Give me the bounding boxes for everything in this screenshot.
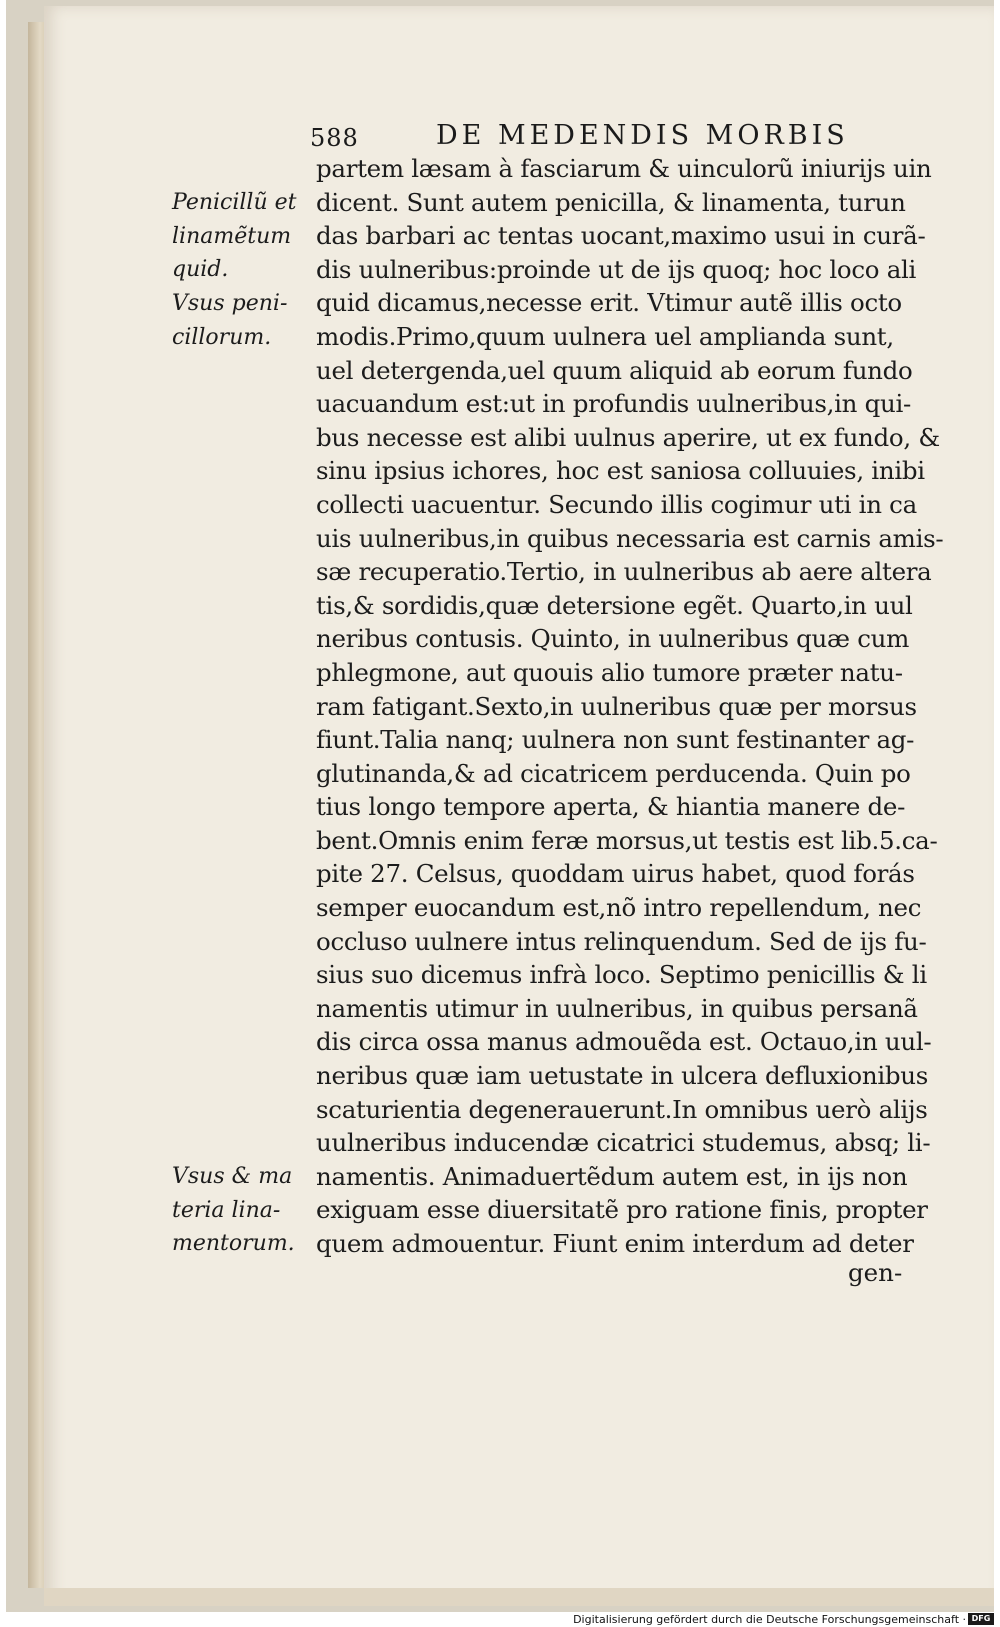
page-number: 588 [310, 124, 359, 152]
text-line: neribus quæ iam uetustate in ulcera defluxionibus [316, 1061, 929, 1091]
text-line: dis uulneribus:proinde ut de ijs quoq; hoc loco ali [316, 254, 917, 284]
text-line: bus necesse est alibi uulnus aperire, ut ex fundo, & [316, 422, 940, 452]
text-line: collecti uacuentur. Secundo illis cogimur uti in ca [316, 489, 917, 519]
text-line: uis uulneribus,in quibus necessaria est carnis amis- [316, 523, 944, 553]
footer-credit: Digitalisierung gefördert durch die Deutsche Forschungsgemeinschaft · [573, 1613, 966, 1626]
text-line: partem læsam à fasciarum & uinculorũ iniurijs uin [316, 154, 932, 183]
text-line: namentis. Animaduertẽdum autem est, in ijs non [316, 1161, 908, 1191]
text-line: dis circa ossa manus admouẽda est. Octauo,in uul- [316, 1027, 932, 1057]
text-line: glutinanda,& ad cicatricem perducenda. Quin po [316, 758, 911, 788]
book-page [44, 6, 994, 1606]
catchword: gen- [848, 1258, 903, 1287]
text-line: sæ recuperatio.Tertio, in uulneribus ab aere altera [316, 557, 932, 587]
margin-note-line: Penicillũ et [172, 190, 297, 215]
margin-note-line: Vsus & ma [172, 1164, 293, 1189]
text-line: fiunt.Talia nanq; uulnera non sunt festinanter ag- [316, 725, 915, 755]
text-line: tis,& sordidis,quæ detersione egẽt. Quarto,in uul [316, 590, 913, 620]
margin-note-line: cillorum. [172, 324, 272, 350]
text-line: sinu ipsius ichores, hoc est saniosa colluuies, inibi [316, 456, 925, 486]
text-line: phlegmone, aut quouis alio tumore præter natu- [316, 657, 903, 687]
text-line: tius longo tempore aperta, & hiantia manere de- [316, 792, 906, 822]
text-line: scaturientia degenerauerunt.In omnibus uerò alijs [316, 1094, 928, 1124]
margin-note-usus-linamentorum [172, 1160, 322, 1261]
margin-note-line: teria lina- [172, 1197, 281, 1223]
margin-note-line: linamẽtum [172, 223, 292, 249]
body-text [316, 152, 956, 1261]
text-line: dicent. Sunt autem penicilla, & linamenta, turun [316, 187, 906, 217]
margin-note-usus-penicillorum [172, 287, 322, 354]
text-line: semper euocandum est,nõ intro repellendum, nec [316, 893, 922, 923]
text-line: uacuandum est:ut in profundis uulneribus,in qui- [316, 389, 912, 419]
text-line: das barbari ac tentas uocant,maximo usui in curã- [316, 221, 926, 251]
text-line: quid dicamus,necesse erit. Vtimur autẽ illis octo [316, 288, 902, 318]
text-line: neribus contusis. Quinto, in uulneribus quæ cum [316, 624, 910, 654]
text-line: occluso uulnere intus relinquendum. Sed de ijs fu- [316, 926, 927, 956]
dfg-logo: DFG [968, 1613, 994, 1625]
text-line: quem admouentur. Fiunt enim interdum ad deter [316, 1229, 914, 1258]
text-line: modis.Primo,quum uulnera uel amplianda sunt, [316, 321, 894, 351]
text-line: namentis utimur in uulneribus, in quibus persanã [316, 993, 918, 1023]
text-line: bent.Omnis enim feræ morsus,ut testis est lib.5.ca- [316, 825, 938, 855]
text-line: exiguam esse diuersitatẽ pro ratione finis, propter [316, 1195, 928, 1225]
margin-note-line: mentorum. [172, 1231, 295, 1257]
text-line: ram fatigant.Sexto,in uulneribus quæ per morsus [316, 691, 917, 721]
text-line: sius suo dicemus infrà loco. Septimo penicillis & li [316, 960, 927, 990]
margin-note-line: quid. [172, 257, 229, 283]
margin-note-line: Vsus peni- [172, 291, 288, 316]
text-line: uel detergenda,uel quum aliquid ab eorum fundo [316, 355, 913, 385]
page-header [44, 120, 994, 156]
margin-note-penicillum [172, 186, 322, 287]
text-line: uulneribus inducendæ cicatrici studemus, absq; li- [316, 1128, 931, 1158]
running-head: DE MEDENDIS MORBIS [436, 120, 849, 151]
page-bottom-edge [44, 1588, 994, 1606]
text-line: pite 27. Celsus, quoddam uirus habet, quod forás [316, 859, 915, 889]
digitization-footer [0, 1612, 1000, 1627]
